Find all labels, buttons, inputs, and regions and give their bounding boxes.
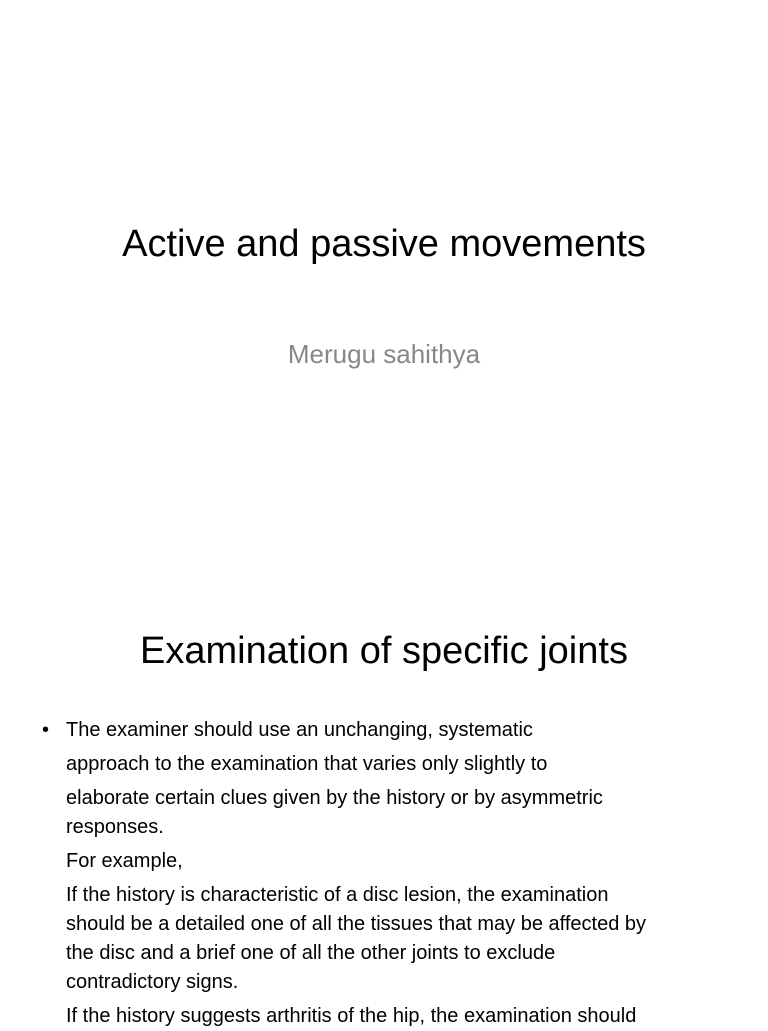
body-line: If the history is characteristic of a disc lesion, the examination [66,884,609,906]
body-line: The examiner should use an unchanging, systematic [66,719,533,741]
body-line: If the history suggests arthritis of the hip, the examination should [66,1005,637,1027]
slide-title: Active and passive movements [122,223,646,265]
body-line: the disc and a brief one of all the other joints to exclude [66,942,556,964]
body-line: approach to the examination that varies only slightly to [66,753,548,775]
slide-subtitle-author: Merugu sahithya [287,339,481,369]
body-line: For example, [66,850,183,872]
bullet-point: • [42,719,50,741]
body-line: contradictory signs. [66,971,239,993]
slide-title: Examination of specific joints [140,630,628,672]
body-line: should be a detailed one of all the tissues that may be affected by [66,913,647,935]
body-line: responses. [66,816,164,838]
body-line: elaborate certain clues given by the history or by asymmetric [66,787,603,809]
slide-body [42,716,732,1031]
slide-2 [0,576,768,1027]
